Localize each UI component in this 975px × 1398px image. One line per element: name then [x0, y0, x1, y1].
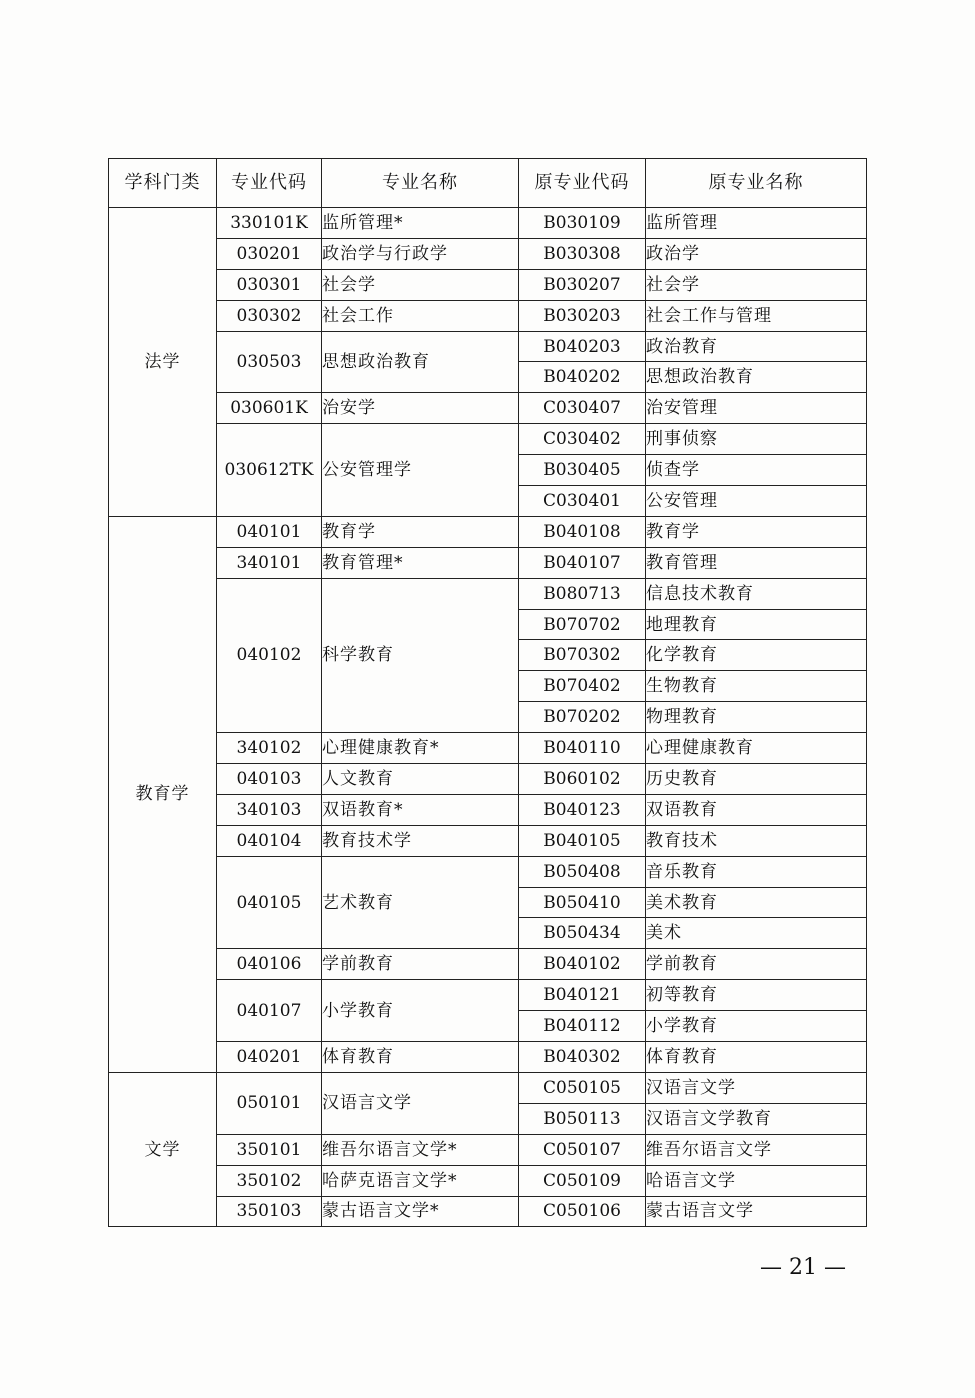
- original-name-cell: 信息技术教育: [646, 578, 867, 609]
- original-name-cell: 汉语言文学: [646, 1072, 867, 1103]
- original-name-cell: 双语教育: [646, 794, 867, 825]
- major-name-cell: 教育学: [322, 516, 519, 547]
- major-name-cell: 科学教育: [322, 578, 519, 732]
- major-code-cell: 030301: [217, 269, 322, 300]
- header-original-code: 原专业代码: [519, 159, 646, 208]
- original-code-cell: C050105: [519, 1072, 646, 1103]
- major-name-cell: 维吾尔语言文学*: [322, 1134, 519, 1165]
- original-code-cell: B070702: [519, 609, 646, 640]
- table-row: [109, 393, 867, 424]
- table-row: [109, 547, 867, 578]
- table-header-row: [109, 159, 867, 208]
- major-code-cell: 030503: [217, 331, 322, 393]
- major-name-cell: 思想政治教育: [322, 331, 519, 393]
- major-code-cell: 330101K: [217, 208, 322, 239]
- original-name-cell: 初等教育: [646, 980, 867, 1011]
- original-code-cell: B070202: [519, 702, 646, 733]
- major-code-cell: 030601K: [217, 393, 322, 424]
- original-name-cell: 体育教育: [646, 1042, 867, 1073]
- original-name-cell: 教育学: [646, 516, 867, 547]
- page-number: — 21 —: [760, 1255, 846, 1280]
- original-code-cell: B040107: [519, 547, 646, 578]
- original-name-cell: 监所管理: [646, 208, 867, 239]
- original-code-cell: B040110: [519, 733, 646, 764]
- original-code-cell: C050109: [519, 1165, 646, 1196]
- original-code-cell: B040102: [519, 949, 646, 980]
- original-code-cell: B040121: [519, 980, 646, 1011]
- original-code-cell: B040108: [519, 516, 646, 547]
- header-major-code: 专业代码: [217, 159, 322, 208]
- original-code-cell: C050106: [519, 1196, 646, 1227]
- table-row: [109, 269, 867, 300]
- original-name-cell: 美术教育: [646, 887, 867, 918]
- original-code-cell: C030402: [519, 424, 646, 455]
- table-row: [109, 516, 867, 547]
- major-code-cell: 350101: [217, 1134, 322, 1165]
- original-code-cell: B040123: [519, 794, 646, 825]
- original-name-cell: 心理健康教育: [646, 733, 867, 764]
- major-code-cell: 040101: [217, 516, 322, 547]
- original-code-cell: C030401: [519, 486, 646, 517]
- original-code-cell: B030203: [519, 300, 646, 331]
- original-name-cell: 公安管理: [646, 486, 867, 517]
- major-name-cell: 学前教育: [322, 949, 519, 980]
- original-code-cell: B040105: [519, 825, 646, 856]
- table-row: [109, 300, 867, 331]
- original-name-cell: 美术: [646, 918, 867, 949]
- major-code-cell: 340103: [217, 794, 322, 825]
- original-name-cell: 音乐教育: [646, 856, 867, 887]
- major-code-cell: 040104: [217, 825, 322, 856]
- table-row: [109, 1134, 867, 1165]
- original-name-cell: 化学教育: [646, 640, 867, 671]
- major-name-cell: 小学教育: [322, 980, 519, 1042]
- major-name-cell: 双语教育*: [322, 794, 519, 825]
- table-row: [109, 1072, 867, 1103]
- original-name-cell: 刑事侦察: [646, 424, 867, 455]
- major-code-cell: 040103: [217, 764, 322, 795]
- category-cell: 文学: [109, 1072, 217, 1226]
- original-name-cell: 小学教育: [646, 1011, 867, 1042]
- major-name-cell: 政治学与行政学: [322, 238, 519, 269]
- table-row: [109, 331, 867, 362]
- major-mapping-table: [108, 158, 867, 1227]
- major-code-cell: 040105: [217, 856, 322, 949]
- header-category: 学科门类: [109, 159, 217, 208]
- major-name-cell: 教育技术学: [322, 825, 519, 856]
- major-name-cell: 公安管理学: [322, 424, 519, 517]
- original-name-cell: 维吾尔语言文学: [646, 1134, 867, 1165]
- major-name-cell: 汉语言文学: [322, 1072, 519, 1134]
- original-name-cell: 侦查学: [646, 455, 867, 486]
- major-name-cell: 治安学: [322, 393, 519, 424]
- original-code-cell: B030308: [519, 238, 646, 269]
- original-name-cell: 教育技术: [646, 825, 867, 856]
- original-name-cell: 政治学: [646, 238, 867, 269]
- table-row: [109, 764, 867, 795]
- original-code-cell: B030109: [519, 208, 646, 239]
- original-code-cell: C050107: [519, 1134, 646, 1165]
- original-code-cell: C030407: [519, 393, 646, 424]
- major-code-cell: 350103: [217, 1196, 322, 1227]
- major-name-cell: 体育教育: [322, 1042, 519, 1073]
- original-name-cell: 历史教育: [646, 764, 867, 795]
- original-code-cell: B050410: [519, 887, 646, 918]
- original-name-cell: 思想政治教育: [646, 362, 867, 393]
- original-name-cell: 地理教育: [646, 609, 867, 640]
- original-code-cell: B030405: [519, 455, 646, 486]
- major-code-cell: 350102: [217, 1165, 322, 1196]
- major-code-cell: 340102: [217, 733, 322, 764]
- major-name-cell: 哈萨克语言文学*: [322, 1165, 519, 1196]
- original-code-cell: B070302: [519, 640, 646, 671]
- original-code-cell: B040302: [519, 1042, 646, 1073]
- major-code-cell: 030612TK: [217, 424, 322, 517]
- original-name-cell: 学前教育: [646, 949, 867, 980]
- table-row: [109, 1196, 867, 1227]
- original-code-cell: B060102: [519, 764, 646, 795]
- table-row: [109, 208, 867, 239]
- original-code-cell: B050408: [519, 856, 646, 887]
- major-name-cell: 人文教育: [322, 764, 519, 795]
- original-code-cell: B080713: [519, 578, 646, 609]
- original-name-cell: 社会工作与管理: [646, 300, 867, 331]
- major-name-cell: 社会学: [322, 269, 519, 300]
- category-cell: 法学: [109, 208, 217, 517]
- major-code-cell: 050101: [217, 1072, 322, 1134]
- major-name-cell: 教育管理*: [322, 547, 519, 578]
- table-row: [109, 238, 867, 269]
- major-name-cell: 社会工作: [322, 300, 519, 331]
- major-name-cell: 蒙古语言文学*: [322, 1196, 519, 1227]
- original-name-cell: 社会学: [646, 269, 867, 300]
- table-row: [109, 1042, 867, 1073]
- table-row: [109, 1165, 867, 1196]
- original-code-cell: B070402: [519, 671, 646, 702]
- original-code-cell: B040203: [519, 331, 646, 362]
- major-code-cell: 030201: [217, 238, 322, 269]
- major-code-cell: 340101: [217, 547, 322, 578]
- table-row: [109, 825, 867, 856]
- original-name-cell: 蒙古语言文学: [646, 1196, 867, 1227]
- table-row: [109, 980, 867, 1011]
- major-code-cell: 040106: [217, 949, 322, 980]
- original-code-cell: B040112: [519, 1011, 646, 1042]
- original-name-cell: 教育管理: [646, 547, 867, 578]
- major-name-cell: 监所管理*: [322, 208, 519, 239]
- table-row: [109, 424, 867, 455]
- major-code-cell: 030302: [217, 300, 322, 331]
- major-name-cell: 艺术教育: [322, 856, 519, 949]
- major-code-cell: 040107: [217, 980, 322, 1042]
- original-name-cell: 政治教育: [646, 331, 867, 362]
- table-row: [109, 733, 867, 764]
- original-name-cell: 物理教育: [646, 702, 867, 733]
- header-original-name: 原专业名称: [646, 159, 867, 208]
- major-code-cell: 040201: [217, 1042, 322, 1073]
- original-code-cell: B030207: [519, 269, 646, 300]
- header-major-name: 专业名称: [322, 159, 519, 208]
- table-row: [109, 856, 867, 887]
- table-row: [109, 949, 867, 980]
- original-code-cell: B050113: [519, 1103, 646, 1134]
- original-name-cell: 治安管理: [646, 393, 867, 424]
- major-code-cell: 040102: [217, 578, 322, 732]
- original-code-cell: B050434: [519, 918, 646, 949]
- table-row: [109, 578, 867, 609]
- original-code-cell: B040202: [519, 362, 646, 393]
- table-row: [109, 794, 867, 825]
- original-name-cell: 汉语言文学教育: [646, 1103, 867, 1134]
- category-cell: 教育学: [109, 516, 217, 1072]
- original-name-cell: 生物教育: [646, 671, 867, 702]
- original-name-cell: 哈语言文学: [646, 1165, 867, 1196]
- major-name-cell: 心理健康教育*: [322, 733, 519, 764]
